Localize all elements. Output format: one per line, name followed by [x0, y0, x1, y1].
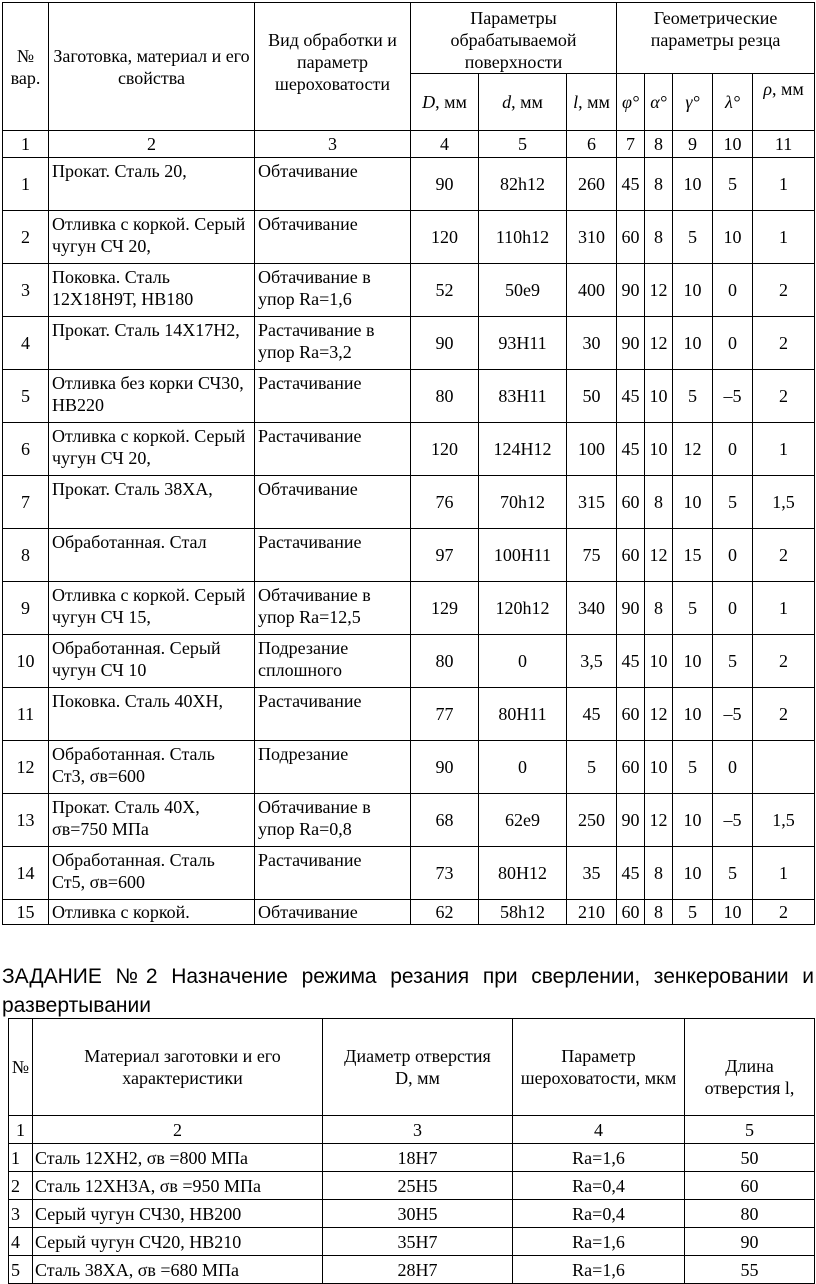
d-cell: 110h12	[479, 211, 567, 264]
D-cell: 68	[411, 794, 479, 847]
phi-cell: 45	[617, 847, 645, 900]
diameter-cell: 18Н7	[323, 1144, 513, 1172]
D-cell: 80	[411, 370, 479, 423]
d-cell: 80Н11	[479, 688, 567, 741]
lambda-cell: –5	[713, 370, 753, 423]
table-row	[3, 211, 815, 264]
D-cell: 73	[411, 847, 479, 900]
variant-number: 14	[3, 847, 49, 900]
variant-number: 4	[3, 317, 49, 370]
rho-cell: 2	[753, 529, 815, 582]
l-cell: 75	[567, 529, 617, 582]
lambda-cell: 5	[713, 476, 753, 529]
table-row	[3, 794, 815, 847]
row-number: 2	[9, 1172, 33, 1200]
alpha-cell: 10	[645, 370, 673, 423]
variant-number: 2	[3, 211, 49, 264]
rho-cell: 1,5	[753, 794, 815, 847]
table-row	[9, 1200, 815, 1228]
column-number: 7	[617, 131, 645, 158]
gamma-cell: 10	[673, 476, 713, 529]
gamma-cell: 10	[673, 794, 713, 847]
table-row	[3, 317, 815, 370]
gamma-cell: 10	[673, 317, 713, 370]
lambda-cell: 0	[713, 264, 753, 317]
gamma-cell: 5	[673, 211, 713, 264]
column-number: 11	[753, 131, 815, 158]
process-cell: Растачивание	[255, 688, 411, 741]
table-row	[3, 370, 815, 423]
column-number: 3	[323, 1116, 513, 1144]
d-cell: 70h12	[479, 476, 567, 529]
l-cell: 50	[567, 370, 617, 423]
alpha-cell: 12	[645, 264, 673, 317]
table-row	[3, 688, 815, 741]
alpha-cell: 8	[645, 476, 673, 529]
d-cell: 80Н12	[479, 847, 567, 900]
lambda-cell: –5	[713, 794, 753, 847]
rho-cell: 1	[753, 423, 815, 476]
lambda-cell: 5	[713, 158, 753, 211]
process-cell: Обтачивание в упор Ra=12,5	[255, 582, 411, 635]
gamma-cell: 12	[673, 423, 713, 476]
d-cell: 124Н12	[479, 423, 567, 476]
col-header-d: d, мм	[479, 74, 567, 131]
workpiece-cell: Отливка без корки СЧ30, НВ220	[49, 370, 255, 423]
table-row	[3, 847, 815, 900]
alpha-cell: 10	[645, 423, 673, 476]
d-cell: 93Н11	[479, 317, 567, 370]
col-header-surface-params: Параметры обрабатываемой поверхности	[411, 3, 617, 74]
l-cell: 35	[567, 847, 617, 900]
material-cell: Серый чугун СЧ30, НВ200	[33, 1200, 323, 1228]
col-header-rho: ρ, мм	[753, 74, 815, 131]
l-cell: 210	[567, 900, 617, 925]
alpha-cell: 8	[645, 158, 673, 211]
l-cell: 3,5	[567, 635, 617, 688]
phi-cell: 45	[617, 370, 645, 423]
phi-cell: 45	[617, 635, 645, 688]
material-cell: Серый чугун СЧ20, НВ210	[33, 1228, 323, 1256]
length-cell: 80	[685, 1200, 815, 1228]
roughness-cell: Ra=0,4	[513, 1172, 685, 1200]
process-cell: Растачивание в упор Ra=3,2	[255, 317, 411, 370]
alpha-cell: 8	[645, 900, 673, 925]
alpha-cell: 12	[645, 529, 673, 582]
col-header-num: № вар.	[3, 3, 49, 131]
variant-number: 10	[3, 635, 49, 688]
D-cell: 77	[411, 688, 479, 741]
column-number: 5	[479, 131, 567, 158]
l-cell: 310	[567, 211, 617, 264]
workpiece-cell: Отливка с коркой.	[49, 900, 255, 925]
diameter-cell: 28Н7	[323, 1256, 513, 1284]
workpiece-cell: Прокат. Сталь 40Х, σв=750 МПа	[49, 794, 255, 847]
d-cell: 0	[479, 741, 567, 794]
rho-cell: 2	[753, 264, 815, 317]
lambda-cell: 10	[713, 900, 753, 925]
task2-heading: ЗАДАНИЕ №2 Назначение режима резания при сверлении, зенкеровании и развертывании	[2, 965, 814, 1017]
table-row	[9, 1228, 815, 1256]
col-header-length: Длина отверстия l,	[685, 1019, 815, 1116]
process-cell: Подрезание	[255, 741, 411, 794]
lambda-cell: 10	[713, 211, 753, 264]
l-cell: 260	[567, 158, 617, 211]
table-row	[3, 900, 815, 925]
col-header-lambda: λ°	[713, 74, 753, 131]
phi-cell: 60	[617, 900, 645, 925]
variant-number: 3	[3, 264, 49, 317]
roughness-cell: Ra=1,6	[513, 1228, 685, 1256]
variant-number: 8	[3, 529, 49, 582]
process-cell: Подрезание сплошного	[255, 635, 411, 688]
process-cell: Растачивание	[255, 370, 411, 423]
diameter-cell: 25Н5	[323, 1172, 513, 1200]
l-cell: 30	[567, 317, 617, 370]
process-cell: Растачивание	[255, 423, 411, 476]
workpiece-cell: Обработанная. Серый чугун СЧ 10	[49, 635, 255, 688]
roughness-cell: Ra=1,6	[513, 1256, 685, 1284]
rho-cell: 2	[753, 370, 815, 423]
phi-cell: 60	[617, 688, 645, 741]
D-cell: 120	[411, 423, 479, 476]
alpha-cell: 10	[645, 741, 673, 794]
material-cell: Сталь 12ХН3А, σв =950 МПа	[33, 1172, 323, 1200]
d-cell: 82h12	[479, 158, 567, 211]
column-number: 2	[49, 131, 255, 158]
variant-number: 12	[3, 741, 49, 794]
col-header-roughness: Параметр шероховатости, мкм	[513, 1019, 685, 1116]
col-header-diameter: Диаметр отверстия D, мм	[323, 1019, 513, 1116]
col-header-l: l, мм	[567, 74, 617, 131]
D-cell: 90	[411, 317, 479, 370]
gamma-cell: 10	[673, 847, 713, 900]
material-cell: Сталь 12ХН2, σв =800 МПа	[33, 1144, 323, 1172]
rho-cell: 2	[753, 900, 815, 925]
length-cell: 60	[685, 1172, 815, 1200]
workpiece-cell: Прокат. Сталь 14Х17Н2,	[49, 317, 255, 370]
lambda-cell: 0	[713, 741, 753, 794]
l-cell: 340	[567, 582, 617, 635]
process-cell: Обтачивание	[255, 900, 411, 925]
variant-number: 13	[3, 794, 49, 847]
rho-cell: 1	[753, 582, 815, 635]
alpha-cell: 8	[645, 211, 673, 264]
diameter-cell: 35Н7	[323, 1228, 513, 1256]
D-cell: 120	[411, 211, 479, 264]
d-cell: 83Н11	[479, 370, 567, 423]
table-row	[3, 423, 815, 476]
gamma-cell: 5	[673, 741, 713, 794]
workpiece-cell: Прокат. Сталь 20,	[49, 158, 255, 211]
lambda-cell: 5	[713, 635, 753, 688]
lambda-cell: –5	[713, 688, 753, 741]
alpha-cell: 12	[645, 317, 673, 370]
rho-cell: 2	[753, 317, 815, 370]
workpiece-cell: Поковка. Сталь 12Х18Н9Т, НВ180	[49, 264, 255, 317]
rho-cell: 1	[753, 158, 815, 211]
column-number: 4	[513, 1116, 685, 1144]
gamma-cell: 10	[673, 264, 713, 317]
l-cell: 315	[567, 476, 617, 529]
phi-cell: 90	[617, 317, 645, 370]
roughness-cell: Ra=0,4	[513, 1200, 685, 1228]
header-row	[3, 3, 815, 74]
d-cell: 50е9	[479, 264, 567, 317]
process-cell: Обтачивание	[255, 211, 411, 264]
table-row	[3, 158, 815, 211]
l-cell: 45	[567, 688, 617, 741]
rho-cell: 2	[753, 688, 815, 741]
l-cell: 5	[567, 741, 617, 794]
D-cell: 62	[411, 900, 479, 925]
process-cell: Растачивание	[255, 529, 411, 582]
table-row	[3, 476, 815, 529]
gamma-cell: 5	[673, 900, 713, 925]
lambda-cell: 0	[713, 423, 753, 476]
l-cell: 400	[567, 264, 617, 317]
workpiece-cell: Обработанная. Сталь Ст5, σв=600	[49, 847, 255, 900]
gamma-cell: 5	[673, 370, 713, 423]
process-cell: Обтачивание в упор Ra=1,6	[255, 264, 411, 317]
rho-cell: 1	[753, 847, 815, 900]
D-cell: 90	[411, 741, 479, 794]
variant-number: 11	[3, 688, 49, 741]
rho-cell: 1,5	[753, 476, 815, 529]
lambda-cell: 5	[713, 847, 753, 900]
variant-number: 7	[3, 476, 49, 529]
gamma-cell: 15	[673, 529, 713, 582]
variant-number: 15	[3, 900, 49, 925]
gamma-cell: 10	[673, 635, 713, 688]
column-number: 1	[9, 1116, 33, 1144]
column-number-row	[3, 131, 815, 158]
column-number: 9	[673, 131, 713, 158]
material-cell: Сталь 38ХА, σв =680 МПа	[33, 1256, 323, 1284]
phi-cell: 60	[617, 741, 645, 794]
gamma-cell: 10	[673, 158, 713, 211]
phi-cell: 60	[617, 211, 645, 264]
variant-number: 5	[3, 370, 49, 423]
table-row	[3, 529, 815, 582]
table-row	[3, 582, 815, 635]
table-row	[9, 1256, 815, 1284]
rho-cell	[753, 741, 815, 794]
phi-cell: 90	[617, 264, 645, 317]
column-number: 1	[3, 131, 49, 158]
d-cell: 100Н11	[479, 529, 567, 582]
col-header-phi: φ°	[617, 74, 645, 131]
variant-number: 9	[3, 582, 49, 635]
phi-cell: 90	[617, 582, 645, 635]
column-number: 5	[685, 1116, 815, 1144]
workpiece-cell: Обработанная. Стал	[49, 529, 255, 582]
header-row	[9, 1019, 815, 1116]
variants-table	[2, 2, 815, 925]
table-row	[3, 264, 815, 317]
table-row	[3, 635, 815, 688]
table-row	[9, 1144, 815, 1172]
alpha-cell: 8	[645, 847, 673, 900]
phi-cell: 60	[617, 529, 645, 582]
column-number: 6	[567, 131, 617, 158]
gamma-cell: 10	[673, 688, 713, 741]
process-cell: Растачивание	[255, 847, 411, 900]
length-cell: 50	[685, 1144, 815, 1172]
col-header-num: №	[9, 1019, 33, 1116]
d-cell: 58h12	[479, 900, 567, 925]
D-cell: 90	[411, 158, 479, 211]
alpha-cell: 10	[645, 635, 673, 688]
alpha-cell: 12	[645, 794, 673, 847]
D-cell: 80	[411, 635, 479, 688]
D-cell: 129	[411, 582, 479, 635]
col-header-gamma: γ°	[673, 74, 713, 131]
phi-cell: 45	[617, 423, 645, 476]
col-header-alpha: α°	[645, 74, 673, 131]
length-cell: 90	[685, 1228, 815, 1256]
alpha-cell: 12	[645, 688, 673, 741]
D-cell: 76	[411, 476, 479, 529]
d-cell: 120h12	[479, 582, 567, 635]
l-cell: 100	[567, 423, 617, 476]
column-number: 2	[33, 1116, 323, 1144]
column-number: 3	[255, 131, 411, 158]
workpiece-cell: Отливка с коркой. Серый чугун СЧ 15,	[49, 582, 255, 635]
row-number: 4	[9, 1228, 33, 1256]
lambda-cell: 0	[713, 582, 753, 635]
process-cell: Обтачивание в упор Ra=0,8	[255, 794, 411, 847]
col-header-material: Материал заготовки и его характеристики	[33, 1019, 323, 1116]
diameter-cell: 30Н5	[323, 1200, 513, 1228]
workpiece-cell: Поковка. Сталь 40ХН,	[49, 688, 255, 741]
column-number: 8	[645, 131, 673, 158]
col-header-D: D, мм	[411, 74, 479, 131]
l-cell: 250	[567, 794, 617, 847]
table-row	[3, 741, 815, 794]
D-cell: 52	[411, 264, 479, 317]
col-header-material: Заготовка, материал и его свойства	[49, 3, 255, 131]
D-cell: 97	[411, 529, 479, 582]
col-header-process: Вид обработки и параметр шероховатости	[255, 3, 411, 131]
row-number: 5	[9, 1256, 33, 1284]
column-number: 10	[713, 131, 753, 158]
col-header-geometry-params: Геометрические параметры резца	[617, 3, 815, 74]
length-cell: 55	[685, 1256, 815, 1284]
gamma-cell: 5	[673, 582, 713, 635]
workpiece-cell: Отливка с коркой. Серый чугун СЧ 20,	[49, 423, 255, 476]
roughness-cell: Ra=1,6	[513, 1144, 685, 1172]
lambda-cell: 0	[713, 529, 753, 582]
workpiece-cell: Отливка с коркой. Серый чугун СЧ 20,	[49, 211, 255, 264]
rho-cell: 2	[753, 635, 815, 688]
phi-cell: 60	[617, 476, 645, 529]
process-cell: Обтачивание	[255, 158, 411, 211]
column-number-row	[9, 1116, 815, 1144]
column-number: 4	[411, 131, 479, 158]
table-row	[9, 1172, 815, 1200]
task2-table	[8, 1018, 815, 1284]
variant-number: 1	[3, 158, 49, 211]
row-number: 3	[9, 1200, 33, 1228]
d-cell: 0	[479, 635, 567, 688]
workpiece-cell: Прокат. Сталь 38ХА,	[49, 476, 255, 529]
alpha-cell: 8	[645, 582, 673, 635]
workpiece-cell: Обработанная. Сталь Ст3, σв=600	[49, 741, 255, 794]
rho-cell: 1	[753, 211, 815, 264]
row-number: 1	[9, 1144, 33, 1172]
phi-cell: 90	[617, 794, 645, 847]
process-cell: Обтачивание	[255, 476, 411, 529]
variant-number: 6	[3, 423, 49, 476]
lambda-cell: 0	[713, 317, 753, 370]
d-cell: 62е9	[479, 794, 567, 847]
phi-cell: 45	[617, 158, 645, 211]
